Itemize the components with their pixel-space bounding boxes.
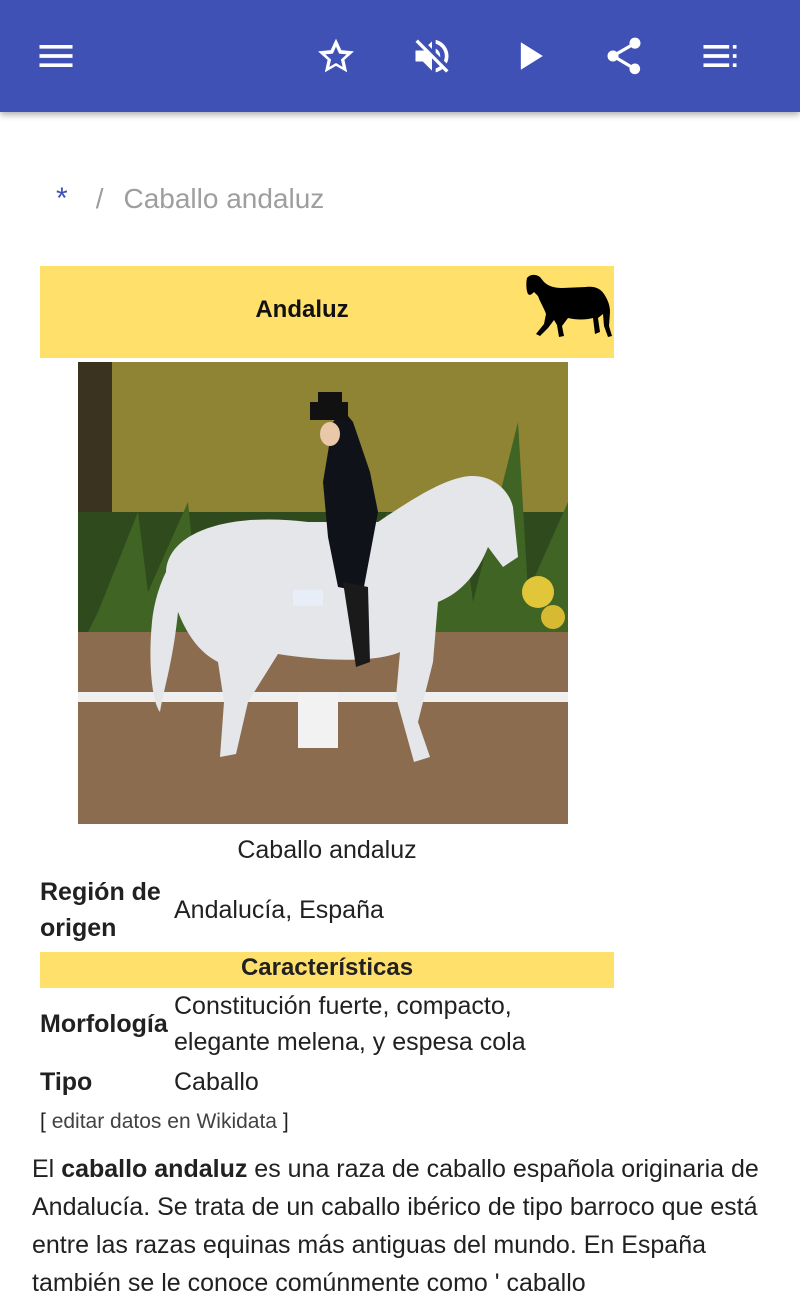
origin-label-line-1: Región de <box>40 878 161 906</box>
morphology-label: Morfología <box>40 1010 168 1038</box>
favorite-button[interactable] <box>308 28 364 84</box>
photo-caption: Caballo andaluz <box>237 836 417 864</box>
menu-button[interactable] <box>28 28 84 84</box>
share-icon <box>602 34 646 78</box>
infobox-row-origin <box>40 872 614 952</box>
app-toolbar <box>0 0 800 112</box>
play-button[interactable] <box>502 28 558 84</box>
breadcrumb-home[interactable]: * <box>56 182 68 215</box>
origin-label-line-2: origen <box>40 914 117 942</box>
article-paragraph <box>32 1150 772 1302</box>
article-subject: caballo andaluz <box>61 1155 248 1183</box>
play-icon <box>508 34 552 78</box>
mute-button[interactable] <box>404 28 460 84</box>
horse-photo <box>78 362 568 824</box>
infobox-title: Andaluz <box>255 296 349 323</box>
type-label: Tipo <box>40 1068 93 1096</box>
volume-off-icon <box>410 34 454 78</box>
infobox-row-morphology <box>40 988 614 1064</box>
wikidata-bracket-close: ] <box>282 1110 289 1133</box>
horse-photo-image <box>78 362 568 824</box>
morphology-value-line-2: elegante melena, y espesa cola <box>174 1028 526 1056</box>
infobox <box>40 266 614 1133</box>
menu-icon <box>34 34 78 78</box>
origin-label <box>40 874 161 946</box>
breadcrumb-current: Caballo andaluz <box>123 183 325 214</box>
article-body: es una raza de caballo española originaria de Andalucía. Se trata de un caballo ibérico de tipo barroco que está entre las razas equinas más antiguas del mundo. En España también se le conoce comúnmente como ' caballo <box>32 1155 759 1297</box>
type-value[interactable]: Caballo <box>174 1068 259 1096</box>
infobox-row-type <box>40 1064 614 1104</box>
toc-button[interactable] <box>692 28 748 84</box>
infobox-header <box>40 266 614 358</box>
article-intro: El <box>32 1155 62 1183</box>
wikidata-edit-link[interactable]: editar datos en Wikidata <box>51 1110 277 1133</box>
wikidata-edit <box>40 1110 289 1134</box>
breadcrumb <box>56 182 324 216</box>
morphology-value-line-1: Constitución fuerte, compacto, <box>174 992 512 1020</box>
horse-icon <box>524 270 614 342</box>
share-button[interactable] <box>596 28 652 84</box>
star-outline-icon <box>314 34 358 78</box>
characteristics-header: Características <box>40 952 614 988</box>
wikidata-bracket-open: [ <box>40 1110 46 1133</box>
breadcrumb-separator: / <box>95 183 104 214</box>
origin-value[interactable]: Andalucía, España <box>174 896 384 924</box>
list-icon <box>698 34 742 78</box>
morphology-value <box>174 988 526 1060</box>
